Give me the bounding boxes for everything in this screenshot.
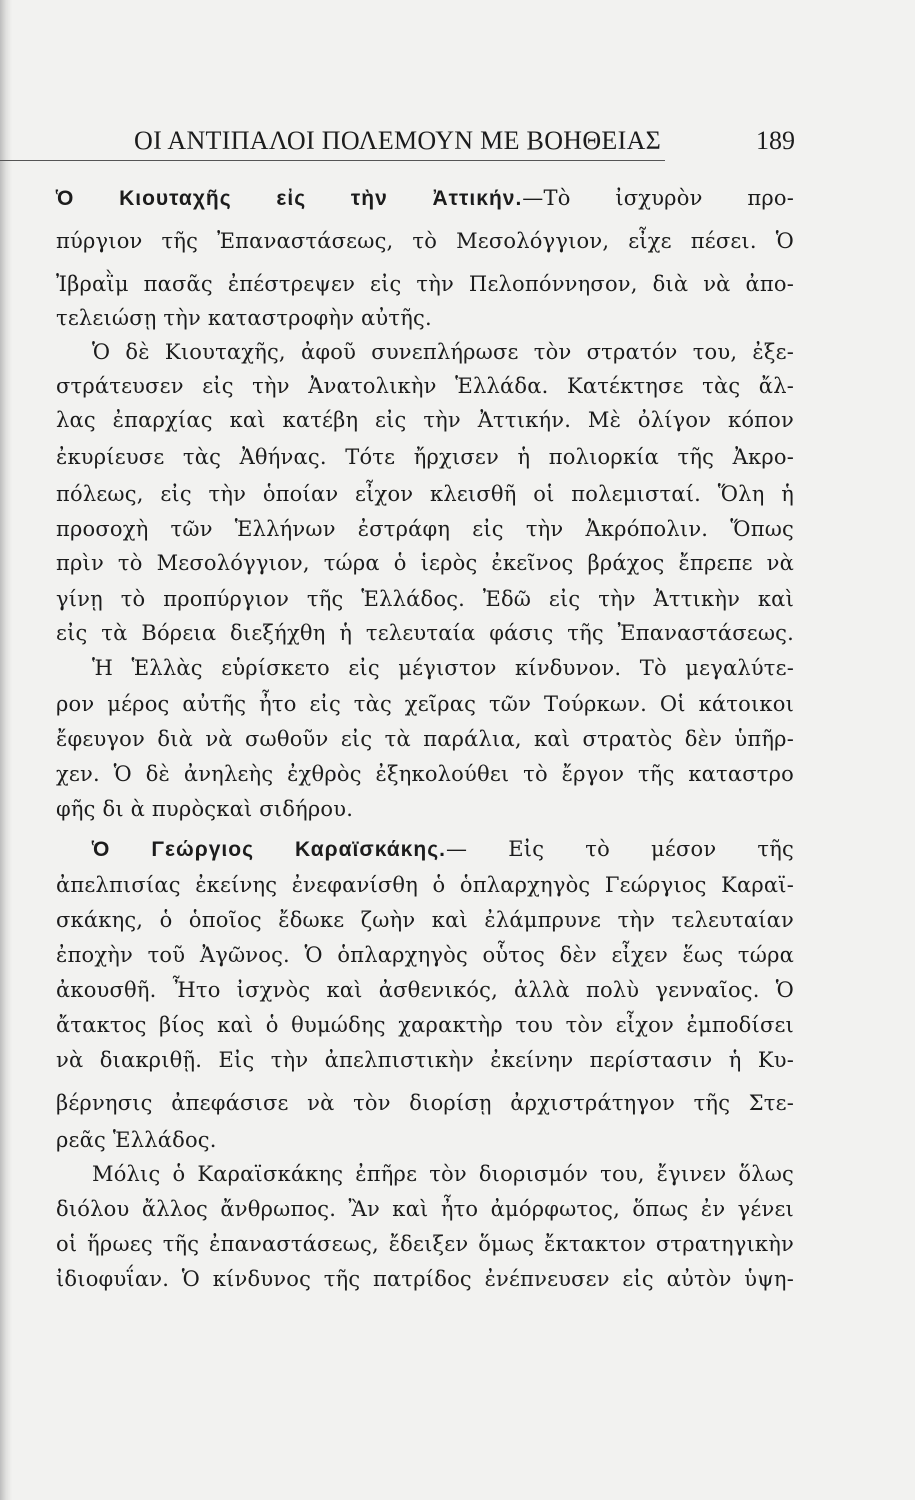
text-line: σκάκης, ὁ ὁποῖος ἔδωκε ζωὴν καὶ ἐλάμπρυνε τὴν τελευταίαν [56,908,794,932]
text-line: ἐποχὴν τοῦ Ἀγῶνος. Ὁ ὁπλαρχηγὸς οὗτος δὲν εἶχεν ἕως τώρα [56,943,794,967]
text-line: διόλου ἄλλος ἄνθρωπος. Ἂν καὶ ἦτο ἀμόρφωτος, ὅπως ἐν γένει [56,1197,794,1221]
text-line: ἔφευγον διὰ νὰ σωθοῦν εἰς τὰ παράλια, καὶ στρατὸς δὲν ὑπῆρ- [56,727,794,751]
section1-first-line-rest: —Τὸ ἰσχυρὸν προ- [522,186,795,210]
text-line: ρεᾶς Ἑλλάδος. [56,1128,217,1152]
section2-first-line-rest: — Εἰς τὸ μέσον τῆς [445,837,794,861]
text-line: πύργιον τῆς Ἐπαναστάσεως, τὸ Μεσολόγγιον, εἶχε πέσει. Ὁ [56,229,794,253]
text-line: ἰδιοφυΐαν. Ὁ κίνδυνος τῆς πατρίδος ἐνέπνευσεν εἰς αὐτὸν ὑψη- [56,1267,794,1291]
section2-heading-line [92,838,794,861]
text-line: Ἰβραῒμ πασᾶς ἐπέστρεψεν εἰς τὴν Πελοπόννησον, διὰ νὰ ἀπο- [56,272,794,296]
section1-heading: Ὁ Κιουταχῆς εἰς τὴν Ἀττικήν. [56,187,523,210]
text-line: οἱ ἥρωες τῆς ἐπαναστάσεως, ἔδειξεν ὅμως ἔκτακτον στρατηγικὴν [56,1232,794,1256]
text-line: ρον μέρος αὐτῆς ἦτο εἰς τὰς χεῖρας τῶν Τούρκων. Οἱ κάτοικοι [56,692,794,716]
running-head [130,122,795,162]
paragraph-start-line: Ἡ Ἑλλὰς εὑρίσκετο εἰς μέγιστον κίνδυνον. Τὸ μεγαλύτε- [92,656,794,680]
text-line: φῆς δι ὰ πυρὸςκαὶ σιδήρου. [56,797,354,821]
text-line: εἰς τὰ Βόρεια διεξήχθη ἡ τελευταία φάσις τῆς Ἐπαναστάσεως. [56,621,794,645]
running-head-title: ΟΙ ΑΝΤΙΠΑΛΟΙ ΠΟΛΕΜΟΥΝ ΜΕ ΒΟΗΘΕΙΑΣ [134,126,662,155]
text-line: γίνῃ τὸ προπύργιον τῆς Ἑλλάδος. Ἐδῶ εἰς τὴν Ἀττικὴν καὶ [56,587,794,611]
paragraph-start-line: Μόλις ὁ Καραϊσκάκης ἐπῆρε τὸν διορισμόν του, ἔγινεν ὅλως [92,1162,794,1186]
text-line: ἀπελπισίας ἐκείνης ἐνεφανίσθη ὁ ὁπλαρχηγὸς Γεώργιος Καραϊ- [56,873,794,897]
text-line: ἐκυρίευσε τὰς Ἀθήνας. Τότε ἤρχισεν ἡ πολιορκία τῆς Ἀκρο- [56,445,794,469]
page-edge [0,0,12,1500]
header-rule [0,160,665,161]
text-line: χεν. Ὁ δὲ ἀνηλεὴς ἐχθρὸς ἐξηκολούθει τὸ ἔργον τῆς καταστρο [56,762,794,786]
text-line: λας ἐπαρχίας καὶ κατέβη εἰς τὴν Ἀττικήν. Μὲ ὀλίγον κόπον [56,408,794,432]
paragraph-start-line: Ὁ δὲ Κιουταχῆς, ἀφοῦ συνεπλήρωσε τὸν στρατόν του, ἐξε- [92,340,794,364]
text-line: νὰ διακριθῇ. Εἰς τὴν ἀπελπιστικὴν ἐκείνην περίστασιν ἡ Κυ- [56,1048,794,1072]
text-line: προσοχὴ τῶν Ἑλλήνων ἐστράφη εἰς τὴν Ἀκρόπολιν. Ὅπως [56,517,794,541]
text-line: ἀκουσθῆ. Ἦτο ἰσχνὸς καὶ ἀσθενικός, ἀλλὰ πολὺ γενναῖος. Ὁ [56,978,794,1002]
text-line: πρὶν τὸ Μεσολόγγιον, τώρα ὁ ἱερὸς ἐκεῖνος βράχος ἔπρεπε νὰ [56,551,794,575]
text-line: στράτευσεν εἰς τὴν Ἀνατολικὴν Ἑλλάδα. Κατέκτησε τὰς ἄλ- [56,374,794,398]
section1-heading-line [56,187,794,210]
text-line: βέρνησις ἀπεφάσισε νὰ τὸν διορίσῃ ἀρχιστράτηγον τῆς Στε- [56,1091,794,1115]
page-number: 189 [756,126,795,155]
text-line: ἄτακτος βίος καὶ ὁ θυμώδης χαρακτὴρ του τὸν εἶχον ἐμποδίσει [56,1013,794,1037]
section2-heading: Ὁ Γεώργιος Καραϊσκάκης. [92,838,446,861]
text-line: πόλεως, εἰς τὴν ὁποίαν εἶχον κλεισθῆ οἱ πολεμισταί. Ὅλη ἡ [56,482,794,506]
text-line: τελειώσῃ τὴν καταστροφὴν αὐτῆς. [56,306,432,330]
